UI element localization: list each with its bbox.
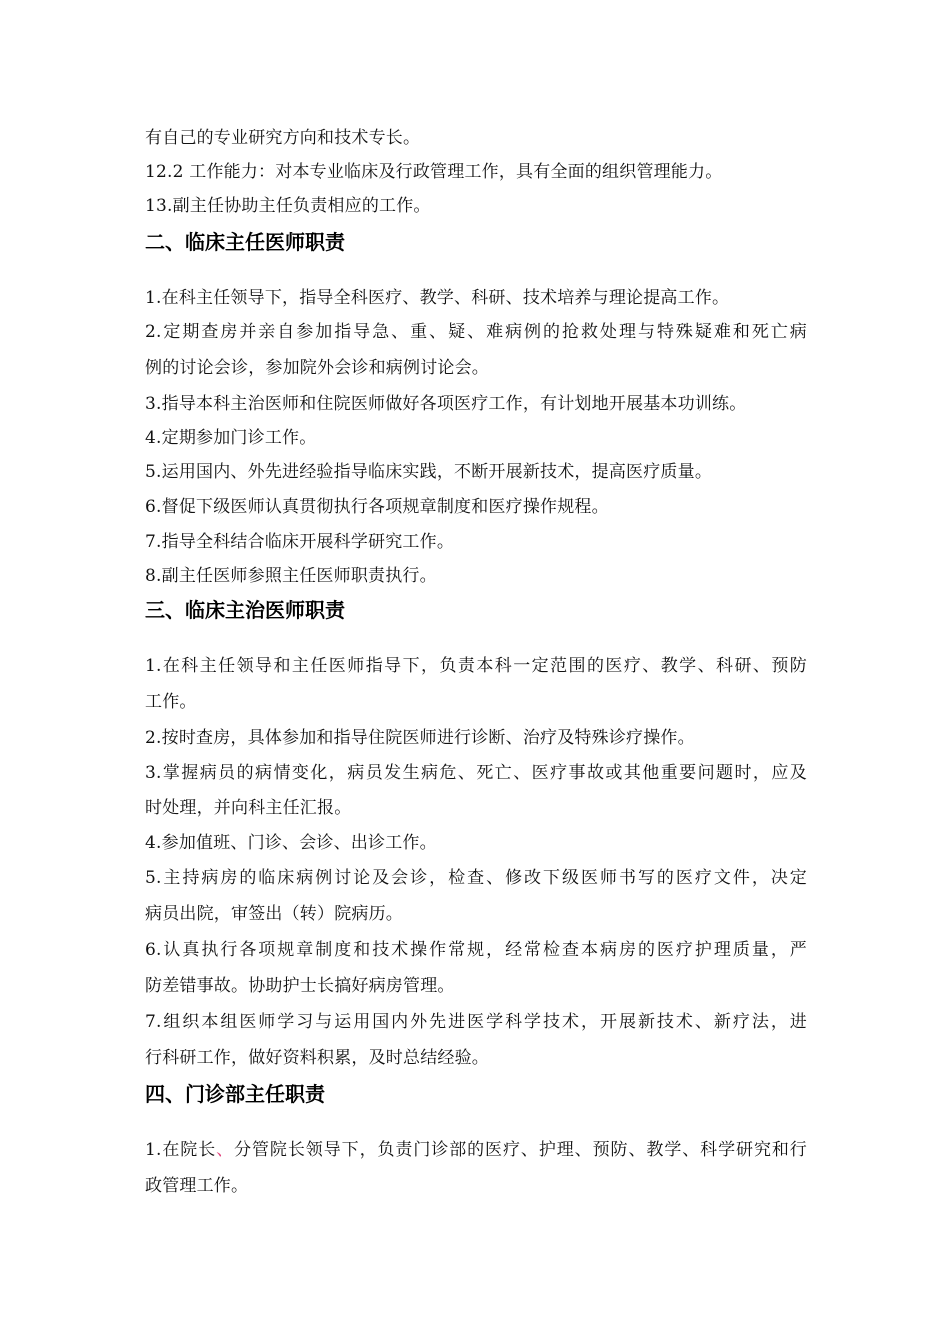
text-line: 防差错事故。协助护士长搞好病房管理。	[145, 976, 455, 996]
text-span: 1.在院长	[145, 1140, 217, 1160]
text-line: 4.参加值班、门诊、会诊、出诊工作。	[145, 833, 437, 853]
text-line: 4.定期参加门诊工作。	[145, 428, 317, 448]
text-span: 分管院长领导下，负责门诊部的医疗、护理、预防、教学、科学研究和行	[234, 1140, 807, 1160]
text-line: 病员出院，审签出（转）院病历。	[145, 904, 403, 924]
text-line: 7.指导全科结合临床开展科学研究工作。	[145, 532, 455, 552]
text-line: 1.在科主任领导和主任医师指导下，负责本科一定范围的医疗、教学、科研、预防	[145, 656, 807, 676]
text-line: 3.指导本科主治医师和住院医师做好各项医疗工作，有计划地开展基本功训练。	[145, 394, 747, 414]
section-heading: 四、门诊部主任职责	[145, 1082, 325, 1106]
text-line: 行科研工作，做好资料积累，及时总结经验。	[145, 1048, 489, 1068]
text-line: 6.督促下级医师认真贯彻执行各项规章制度和医疗操作规程。	[145, 497, 609, 517]
text-line: 例的讨论会诊，参加院外会诊和病例讨论会。	[145, 358, 489, 378]
text-line: 时处理，并向科主任汇报。	[145, 798, 352, 818]
section-heading: 三、临床主治医师职责	[145, 598, 345, 622]
text-line: 工作。	[145, 692, 197, 712]
text-span: 、	[216, 1140, 235, 1160]
text-line: 3.掌握病员的病情变化，病员发生病危、死亡、医疗事故或其他重要问题时，应及	[145, 763, 807, 783]
text-line: 有自己的专业研究方向和技术专长。	[145, 128, 421, 148]
section-heading: 二、临床主任医师职责	[145, 230, 345, 254]
text-line: 2.按时查房，具体参加和指导住院医师进行诊断、治疗及特殊诊疗操作。	[145, 728, 695, 748]
text-line: 8.副主任医师参照主任医师职责执行。	[145, 566, 437, 586]
text-line	[145, 1138, 807, 1162]
text-line: 5.运用国内、外先进经验指导临床实践，不断开展新技术，提高医疗质量。	[145, 462, 713, 482]
text-line: 政管理工作。	[145, 1176, 249, 1196]
text-line: 12.2 工作能力：对本专业临床及行政管理工作，具有全面的组织管理能力。	[145, 162, 723, 182]
text-line: 2.定期查房并亲自参加指导急、重、疑、难病例的抢救处理与特殊疑难和死亡病	[145, 322, 807, 342]
text-line: 1.在科主任领导下，指导全科医疗、教学、科研、技术培养与理论提高工作。	[145, 288, 730, 308]
text-line: 6.认真执行各项规章制度和技术操作常规，经常检查本病房的医疗护理质量，严	[145, 940, 807, 960]
text-line: 5.主持病房的临床病例讨论及会诊，检查、修改下级医师书写的医疗文件，决定	[145, 868, 807, 888]
text-line: 13.副主任协助主任负责相应的工作。	[145, 196, 431, 216]
text-line: 7.组织本组医师学习与运用国内外先进医学科学技术，开展新技术、新疗法，进	[145, 1012, 807, 1032]
